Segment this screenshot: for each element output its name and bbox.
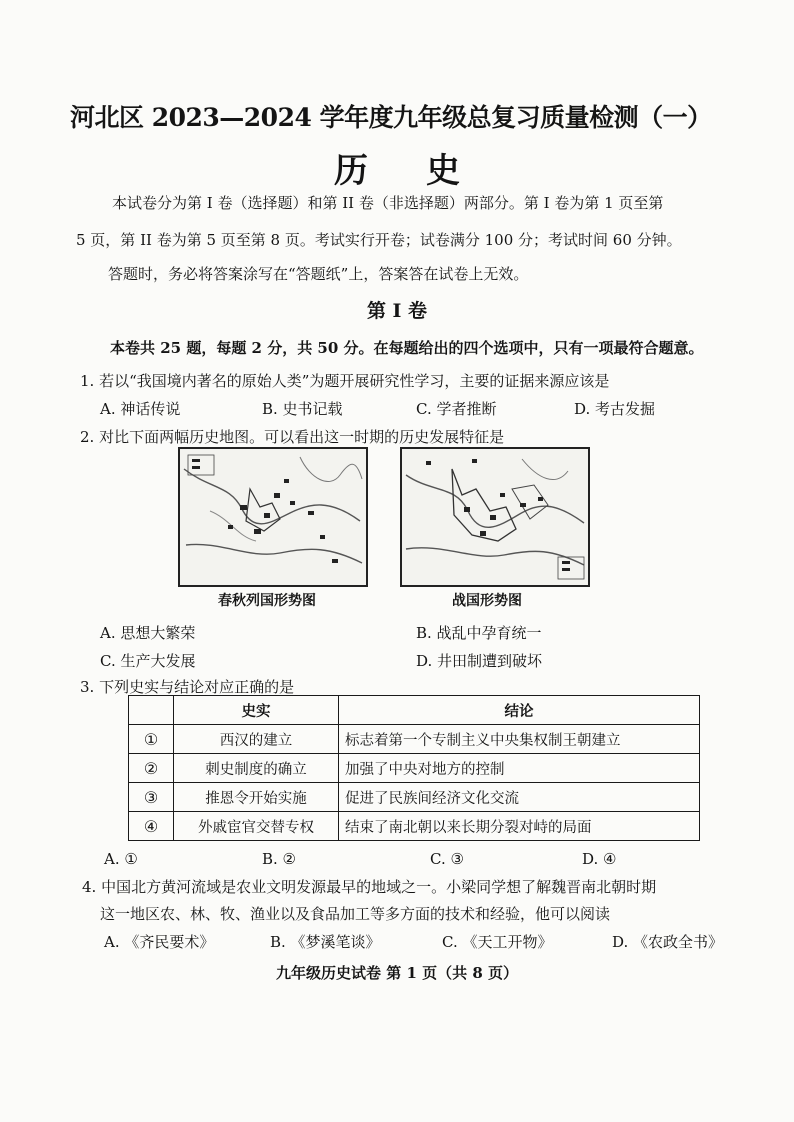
- instructions-line-2: 5 页，第 II 卷为第 5 页至第 8 页。考试实行开卷；试卷满分 100 分；考试时间 60 分钟。: [76, 231, 682, 249]
- table-header-row: [129, 696, 700, 725]
- row-index: ④: [129, 812, 174, 841]
- volume-title: 第 I 卷: [366, 300, 428, 322]
- row-fact: 西汉的建立: [174, 725, 339, 754]
- exam-title: 河北区 2023—2024 学年度九年级总复习质量检测（一）: [70, 103, 712, 132]
- volume-note: 本卷共 25 题，每题 2 分，共 50 分。在每题给出的四个选项中，只有一项最符合题意。: [110, 339, 704, 357]
- question-2-stem: 2. 对比下面两幅历史地图。可以看出这一时期的历史发展特征是: [80, 428, 505, 446]
- row-index: ②: [129, 754, 174, 783]
- instructions-line-3: 答题时，务必将答案涂写在“答题纸”上，答案答在试卷上无效。: [108, 265, 529, 283]
- question-1-option-b: B. 史书记载: [262, 400, 343, 418]
- row-fact: 推恩令开始实施: [174, 783, 339, 812]
- row-conclusion: 促进了民族间经济文化交流: [339, 783, 700, 812]
- question-2-option-c: C. 生产大发展: [100, 652, 196, 670]
- row-fact: 外戚宦官交替专权: [174, 812, 339, 841]
- question-1-option-d: D. 考古发掘: [574, 400, 656, 418]
- table-header-conclusion: 结论: [339, 696, 700, 725]
- row-conclusion: 结束了南北朝以来长期分裂对峙的局面: [339, 812, 700, 841]
- table-row: [129, 725, 700, 754]
- question-4-option-a: A. 《齐民要术》: [104, 933, 215, 951]
- question-3-option-a: A. ①: [104, 850, 138, 868]
- question-2-option-a: A. 思想大繁荣: [100, 624, 196, 642]
- subject-title: 历史: [334, 151, 518, 191]
- table-header-fact: 史实: [174, 696, 339, 725]
- table-row: [129, 783, 700, 812]
- warring-states-map-caption: 战国形势图: [452, 593, 522, 609]
- warring-states-map: [400, 447, 590, 587]
- question-2-option-d: D. 井田制遭到破坏: [416, 652, 543, 670]
- question-1-option-a: A. 神话传说: [100, 400, 181, 418]
- question-3-option-d: D. ④: [582, 850, 617, 868]
- question-3-stem: 3. 下列史实与结论对应正确的是: [80, 678, 295, 696]
- warring-states-map-image: [402, 449, 588, 585]
- question-4-stem-line-2: 这一地区农、林、牧、渔业以及食品加工等多方面的技术和经验，他可以阅读: [100, 905, 611, 923]
- facts-conclusions-table: [128, 695, 700, 841]
- question-4-option-c: C. 《天工开物》: [442, 933, 553, 951]
- spring-autumn-map: [178, 447, 368, 587]
- question-4-stem-line-1: 4. 中国北方黄河流域是农业文明发源最早的地域之一。小梁同学想了解魏晋南北朝时期: [82, 878, 657, 896]
- row-fact: 刺史制度的确立: [174, 754, 339, 783]
- question-1-stem: 1. 若以“我国境内著名的原始人类”为题开展研究性学习，主要的证据来源应该是: [80, 372, 610, 390]
- row-conclusion: 加强了中央对地方的控制: [339, 754, 700, 783]
- table-row: [129, 754, 700, 783]
- spring-autumn-map-caption: 春秋列国形势图: [218, 593, 316, 609]
- row-index: ①: [129, 725, 174, 754]
- row-index: ③: [129, 783, 174, 812]
- row-conclusion: 标志着第一个专制主义中央集权制王朝建立: [339, 725, 700, 754]
- instructions-line-1: 本试卷分为第 I 卷（选择题）和第 II 卷（非选择题）两部分。第 I 卷为第 1 页至第: [112, 194, 664, 212]
- question-4-option-d: D. 《农政全书》: [612, 933, 724, 951]
- question-4-option-b: B. 《梦溪笔谈》: [270, 933, 381, 951]
- question-1-option-c: C. 学者推断: [416, 400, 497, 418]
- table-row: [129, 812, 700, 841]
- table-header-index: [129, 696, 174, 725]
- page-footer: 九年级历史试卷 第 1 页（共 8 页）: [276, 964, 518, 982]
- question-2-option-b: B. 战乱中孕育统一: [416, 624, 542, 642]
- spring-autumn-map-image: [180, 449, 366, 585]
- question-3-option-b: B. ②: [262, 850, 297, 868]
- question-3-option-c: C. ③: [430, 850, 464, 868]
